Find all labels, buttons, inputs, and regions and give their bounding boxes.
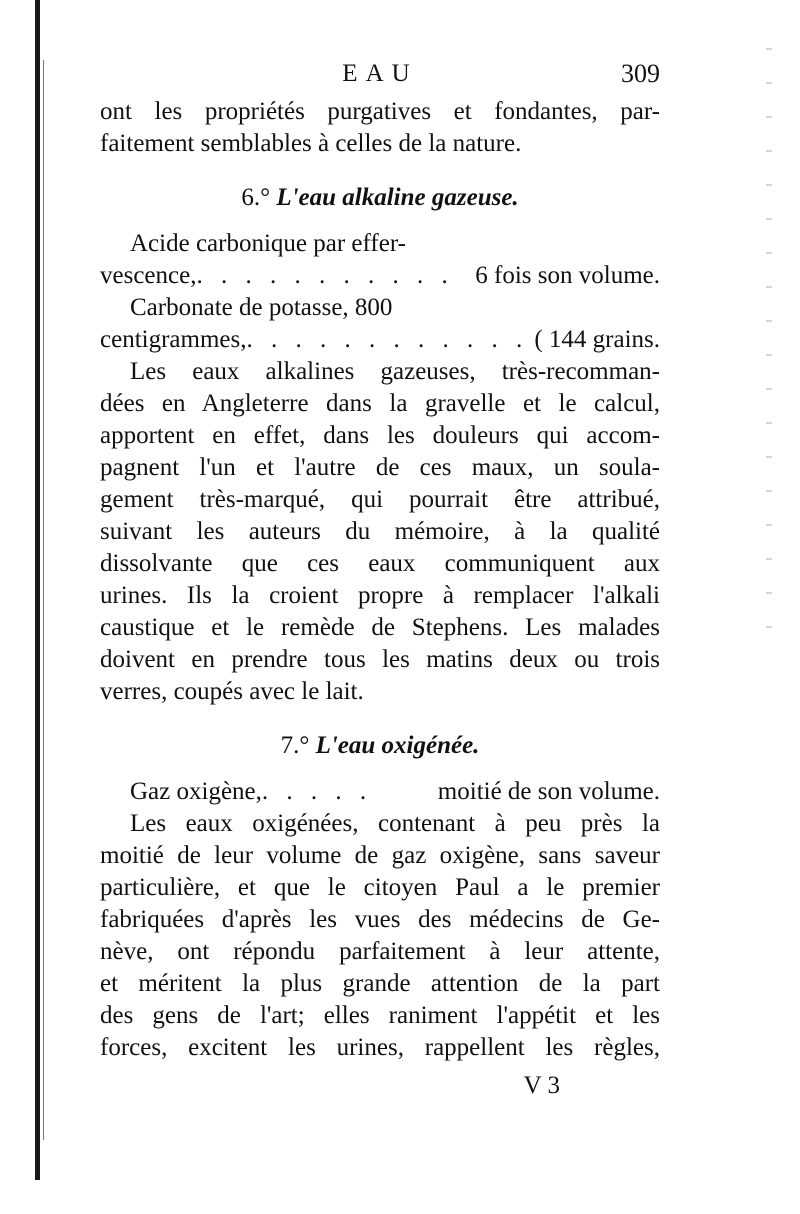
recipe-item-amount: ( 144 grains.: [534, 326, 660, 353]
text-line: des gens de l'art; elles raniment l'appétit et les: [100, 1002, 660, 1029]
section-7-heading: [100, 730, 660, 762]
section-7-recipe: [100, 776, 660, 808]
text-line: ont les propriétés purgatives et fondantes, par-: [100, 98, 660, 125]
text-line: suivant les auteurs du mémoire, à la qualité: [100, 518, 660, 545]
text-line: caustique et le remède de Stephens. Les malades: [100, 614, 660, 641]
book-binding-edge: [35, 0, 40, 1180]
text-line: dissolvante que ces eaux communiquent aux: [100, 550, 660, 577]
running-head-title: EAU: [342, 60, 418, 87]
section-6-recipe: [100, 228, 660, 356]
text-line: fabriquées d'après les vues des médecins de Ge-: [100, 906, 660, 933]
section-6-heading: [100, 182, 660, 214]
book-page: [100, 58, 660, 1102]
text-line: apportent en effet, dans les douleurs qui accom-: [100, 422, 660, 449]
text-line: dées en Angleterre dans la gravelle et le calcul,: [100, 390, 660, 417]
text-line: doivent en prendre tous les matins deux ou trois: [100, 646, 660, 673]
text-line: et méritent la plus grande attention de la part: [100, 970, 660, 997]
text-line: Les eaux oxigénées, contenant à peu près la: [130, 810, 660, 837]
text-line: forces, excitent les urines, rappellent les règles,: [100, 1034, 660, 1061]
recipe-item-dots: . . . . .: [261, 778, 373, 805]
text-line: particulière, et que le citoyen Paul a le premier: [100, 874, 660, 901]
binding-shadow-line: [43, 60, 44, 1140]
text-line: pagnent l'un et l'autre de ces maux, un soula-: [100, 454, 660, 481]
recipe-item-leader: [100, 776, 660, 808]
recipe-item-dots: . . . . . . . . . . .: [196, 262, 454, 289]
text-line: Les eaux alkalines gazeuses, très-recomman-: [130, 358, 660, 385]
recipe-item-label: Gaz oxigène,: [130, 778, 262, 805]
signature-mark: V 3: [523, 1072, 560, 1099]
text-line: verres, coupés avec le lait.: [100, 678, 364, 705]
section-6-body: [100, 356, 660, 708]
recipe-item-leader: [100, 260, 660, 292]
section-7-number: 7.°: [280, 732, 310, 759]
text-line: gement très-marqué, qui pourrait être attribué,: [100, 486, 660, 513]
recipe-item-label: vescence,: [100, 262, 197, 289]
text-line: nève, ont répondu parfaitement à leur attente,: [100, 938, 660, 965]
section-6-title: L'eau alkaline gazeuse.: [276, 184, 519, 211]
text-line: moitié de leur volume de gaz oxigène, sans saveur: [100, 842, 660, 869]
recipe-item-line: Acide carbonique par effer-: [130, 230, 406, 257]
intro-paragraph: [100, 96, 660, 160]
recipe-item-dots: . . . . . . . . . . . .: [246, 326, 529, 353]
recipe-item-label: centigrammes,: [100, 326, 247, 353]
recipe-item-leader: [100, 324, 660, 356]
recipe-item-line: Carbonate de potasse, 800: [130, 294, 393, 321]
section-6-number: 6.°: [241, 184, 271, 211]
page-number: 309: [621, 59, 660, 88]
recipe-item-amount: moitié de son volume.: [437, 778, 660, 805]
recipe-item-amount: 6 fois son volume.: [475, 262, 660, 289]
margin-specks: [766, 30, 772, 630]
text-line: urines. Ils la croient propre à remplacer l'alkali: [100, 582, 660, 609]
section-7-title: L'eau oxigénée.: [315, 732, 480, 759]
section-7-body: [100, 808, 660, 1064]
running-head: [100, 58, 660, 96]
text-line: faitement semblables à celles de la nature.: [100, 130, 522, 157]
